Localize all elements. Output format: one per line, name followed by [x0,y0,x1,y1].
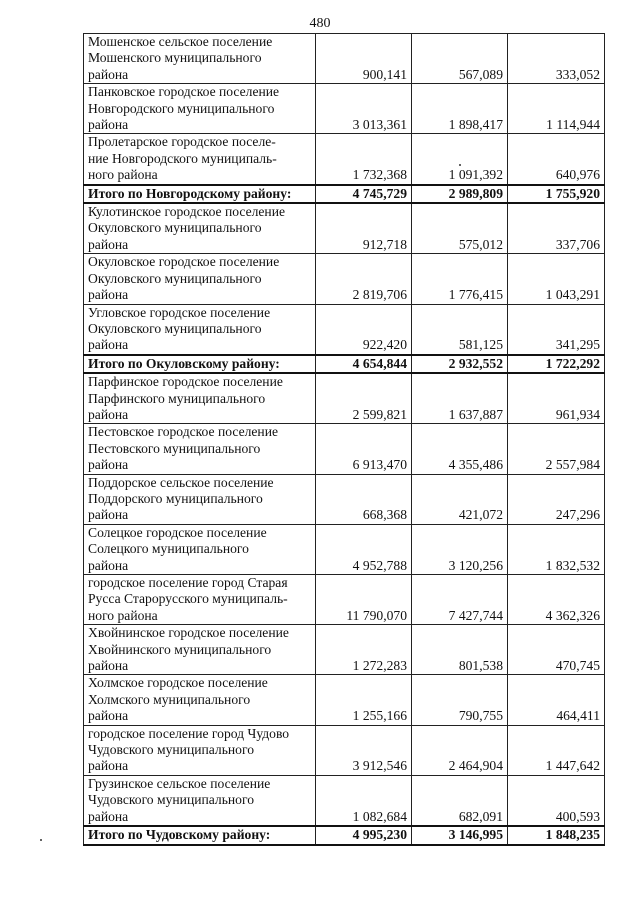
name-line: района [88,406,129,422]
name-line: Окуловское городское поселение [88,254,280,270]
district-total-row [84,355,605,373]
value-v3: 1 043,291 [508,254,605,304]
name-line: Окуловского муниципального [88,270,262,286]
settlement-name [84,424,316,474]
settlement-name [84,134,316,185]
settlement-row [84,725,605,775]
value-v3: 1 447,642 [508,725,605,775]
value-v3: 247,296 [508,474,605,524]
value-v3: 464,411 [508,675,605,725]
value-v3: 1 722,292 [508,355,605,373]
name-line: района [88,758,129,774]
name-line: района [88,236,129,252]
value-v1: 1 272,283 [316,625,412,675]
settlement-name [84,254,316,304]
settlement-row [84,304,605,355]
value-v3: 2 557,984 [508,424,605,474]
value-v1: 11 790,070 [316,575,412,625]
name-line: района [88,287,129,303]
value-v2: 575,012 [412,203,508,254]
name-line: Чудовского муниципального [88,792,255,808]
name-line: ного района [88,607,158,623]
value-v3: 470,745 [508,625,605,675]
settlement-row [84,84,605,134]
settlement-row [84,134,605,185]
name-line: Хвойнинское городское поселение [88,625,289,641]
value-v3: 640,976 [508,134,605,185]
settlement-row [84,575,605,625]
value-v3: 400,593 [508,775,605,826]
settlement-row [84,424,605,474]
name-line: ние Новгородского муниципаль- [88,150,277,166]
value-v1: 4 995,230 [316,826,412,844]
name-line: Итого по Новгородскому району: [88,185,292,201]
value-v2: 682,091 [412,775,508,826]
settlement-name [84,304,316,355]
value-v1: 3 912,546 [316,725,412,775]
settlement-name [84,203,316,254]
name-line: района [88,557,129,573]
name-line: ного района [88,167,158,183]
name-line: Мошенское сельское поселение [88,34,273,49]
value-v1: 668,368 [316,474,412,524]
value-v2: 567,089 [412,34,508,84]
value-v3: 961,934 [508,373,605,424]
name-line: Грузинское сельское поселение [88,775,271,791]
settlement-row [84,34,605,84]
value-v2: 2 464,904 [412,725,508,775]
name-line: Угловское городское поселение [88,304,271,320]
settlement-name [84,373,316,424]
district-total-label [84,826,316,844]
settlement-row [84,675,605,725]
settlement-row [84,524,605,574]
settlement-row [84,373,605,424]
name-line: Поддорское сельское поселение [88,474,274,490]
scan-speck [459,164,461,166]
name-line: Холмское городское поселение [88,675,268,691]
name-line: Поддорского муниципального [88,490,263,506]
district-total-row [84,826,605,844]
name-line: городское поселение город Чудово [88,725,290,741]
name-line: Холмского муниципального [88,691,251,707]
name-line: района [88,507,129,523]
value-v2: 3 120,256 [412,524,508,574]
name-line: Панковское городское поселение [88,84,280,100]
value-v1: 6 913,470 [316,424,412,474]
settlement-name [84,625,316,675]
value-v3: 1 114,944 [508,84,605,134]
name-line: Солецкое городское поселение [88,524,267,540]
settlement-name [84,84,316,134]
value-v1: 900,141 [316,34,412,84]
value-v3: 341,295 [508,304,605,355]
value-v3: 1 848,235 [508,826,605,844]
name-line: Мошенского муниципального [88,50,262,66]
page-number: 480 [309,16,331,31]
name-line: Чудовского муниципального [88,742,255,758]
value-v2: 1 898,417 [412,84,508,134]
name-line: Окуловского муниципального [88,220,262,236]
name-line: района [88,117,129,133]
settlement-name [84,524,316,574]
district-total-label [84,185,316,203]
settlement-row [84,474,605,524]
value-v2: 421,072 [412,474,508,524]
district-total-row [84,185,605,203]
name-line: Пестовского муниципального [88,440,261,456]
value-v1: 912,718 [316,203,412,254]
district-total-label [84,355,316,373]
name-line: Пестовское городское поселение [88,424,278,440]
value-v2: 790,755 [412,675,508,725]
settlement-name [84,675,316,725]
value-v2: 1 637,887 [412,373,508,424]
name-line: городское поселение город Старая [88,575,288,590]
name-line: Окуловского муниципального [88,320,262,336]
value-v3: 337,706 [508,203,605,254]
name-line: района [88,66,129,82]
name-line: Итого по Окуловскому району: [88,355,280,371]
name-line: Русса Старорусского муниципаль- [88,591,288,607]
settlement-row [84,203,605,254]
settlement-name [84,575,316,625]
value-v2: 3 146,995 [412,826,508,844]
value-v3: 1 832,532 [508,524,605,574]
value-v2: 2 932,552 [412,355,508,373]
value-v2: 1 091,392 [412,134,508,185]
value-v1: 922,420 [316,304,412,355]
name-line: Пролетарское городское поселе- [88,134,276,150]
name-line: Кулотинское городское поселение [88,204,286,220]
value-v2: 1 776,415 [412,254,508,304]
value-v2: 581,125 [412,304,508,355]
name-line: района [88,337,129,353]
settlement-row [84,775,605,826]
value-v1: 1 082,684 [316,775,412,826]
settlement-name [84,474,316,524]
value-v3: 333,052 [508,34,605,84]
name-line: Парфинское городское поселение [88,374,283,390]
name-line: Солецкого муниципального [88,541,249,557]
value-v3: 1 755,920 [508,185,605,203]
name-line: района [88,808,129,824]
settlement-row [84,625,605,675]
name-line: Новгородского муниципального [88,100,275,116]
value-v1: 2 819,706 [316,254,412,304]
name-line: района [88,457,129,473]
value-v1: 4 952,788 [316,524,412,574]
settlement-name [84,34,316,84]
value-v2: 2 989,809 [412,185,508,203]
name-line: Хвойнинского муниципального [88,641,272,657]
value-v2: 7 427,744 [412,575,508,625]
name-line: Итого по Чудовскому району: [88,827,271,843]
value-v3: 4 362,326 [508,575,605,625]
value-v1: 2 599,821 [316,373,412,424]
name-line: района [88,708,129,724]
value-v1: 4 654,844 [316,355,412,373]
value-v2: 4 355,486 [412,424,508,474]
table-body [84,34,605,845]
settlement-name [84,775,316,826]
value-v1: 4 745,729 [316,185,412,203]
settlements-table [83,33,605,846]
value-v1: 3 013,361 [316,84,412,134]
settlement-row [84,254,605,304]
name-line: района [88,658,129,674]
value-v1: 1 732,368 [316,134,412,185]
settlement-name [84,725,316,775]
value-v1: 1 255,166 [316,675,412,725]
scan-speck [40,839,42,841]
name-line: Парфинского муниципального [88,390,266,406]
value-v2: 801,538 [412,625,508,675]
